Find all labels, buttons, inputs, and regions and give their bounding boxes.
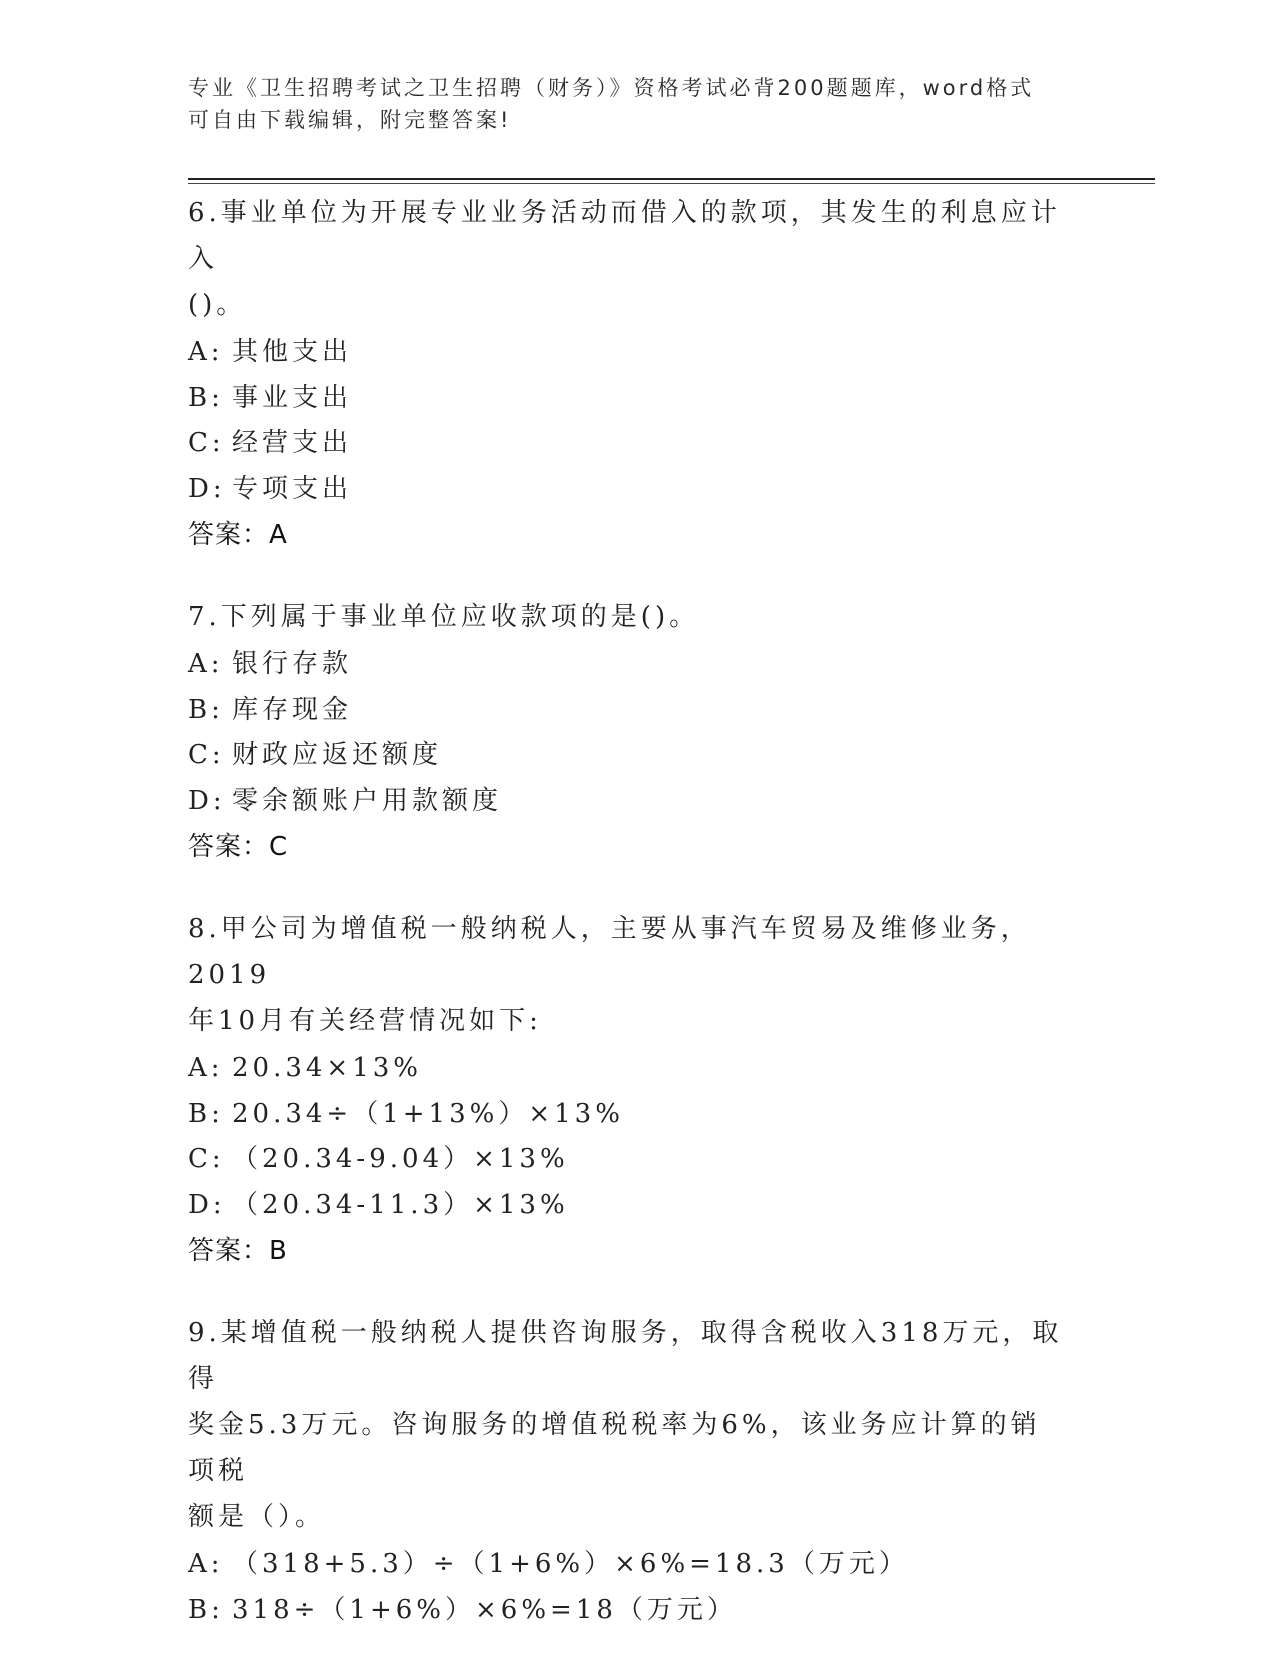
question-8: [188, 906, 1068, 1274]
option-a: [188, 1046, 1068, 1092]
question-stem-line: 年10月有关经营情况如下:: [188, 1006, 542, 1036]
option-key: D:: [188, 1189, 226, 1220]
header-divider-thick: [188, 178, 1155, 180]
option-text: 银行存款: [232, 649, 353, 679]
option-key: A:: [188, 337, 224, 367]
question-stem-line: 奖金5.3万元。咨询服务的增值税税率为6%，该业务应计算的销项税: [188, 1410, 1041, 1486]
option-key: D:: [188, 473, 226, 504]
option-key: C:: [188, 740, 225, 770]
answer-line: 答案：C: [188, 832, 289, 862]
option-text: （20.34-11.3）×13%: [232, 1189, 569, 1220]
option-key: B:: [188, 1098, 224, 1129]
option-b: [188, 1588, 1068, 1634]
question-stem-line: 6.事业单位为开展专业业务活动而借入的款项，其发生的利息应计入: [188, 198, 1061, 274]
option-key: B:: [188, 382, 224, 413]
option-key: C:: [188, 428, 225, 458]
option-text: 事业支出: [232, 382, 353, 413]
document-header: [188, 72, 1068, 136]
option-d: [188, 1183, 1068, 1229]
option-text: 零余额账户用款额度: [232, 785, 503, 816]
option-text: （20.34-9.04）×13%: [232, 1144, 569, 1174]
option-text: 库存现金: [232, 694, 353, 725]
option-key: C:: [188, 1144, 225, 1174]
question-9: [188, 1310, 1068, 1633]
question-stem: [188, 906, 1068, 1044]
option-c: [188, 1137, 1068, 1183]
option-c: [188, 733, 1068, 779]
question-6: [188, 190, 1068, 558]
question-stem-line: 8.甲公司为增值税一般纳税人，主要从事汽车贸易及维修业务，2019: [188, 914, 1031, 990]
question-stem-line: ()。: [188, 290, 247, 320]
option-text: 其他支出: [232, 337, 353, 367]
question-stem-line: 额是（）。: [188, 1502, 326, 1532]
question-7: [188, 594, 1068, 870]
question-stem-line: 7.下列属于事业单位应收款项的是()。: [188, 602, 700, 632]
option-text: 专项支出: [232, 473, 353, 504]
option-text: 财政应返还额度: [232, 740, 443, 770]
header-divider-thin: [188, 183, 1155, 184]
option-c: [188, 421, 1068, 467]
option-key: B:: [188, 1594, 224, 1625]
option-text: 20.34÷（1+13%）×13%: [232, 1098, 624, 1129]
option-d: [188, 779, 1068, 825]
option-a: [188, 642, 1068, 688]
answer-line: 答案：B: [188, 1236, 288, 1266]
option-b: [188, 1092, 1068, 1138]
option-a: [188, 1542, 1068, 1588]
question-stem: [188, 1310, 1068, 1540]
answer-line: 答案：A: [188, 520, 288, 550]
option-d: [188, 467, 1068, 513]
option-b: [188, 688, 1068, 734]
option-a: [188, 330, 1068, 376]
header-line-2: 可自由下载编辑，附完整答案!: [188, 108, 512, 132]
option-key: D:: [188, 785, 226, 816]
question-stem: [188, 190, 1068, 328]
question-stem: [188, 594, 1068, 640]
option-key: A:: [188, 649, 224, 679]
option-b: [188, 376, 1068, 422]
option-key: A:: [188, 1549, 224, 1579]
option-text: （318+5.3）÷（1+6%）×6%=18.3（万元）: [232, 1549, 909, 1579]
question-list: [188, 190, 1068, 1669]
question-stem-line: 9.某增值税一般纳税人提供咨询服务，取得含税收入318万元，取得: [188, 1318, 1063, 1394]
option-key: A:: [188, 1053, 224, 1083]
option-key: B:: [188, 694, 224, 725]
header-line-1: 专业《卫生招聘考试之卫生招聘（财务）》资格考试必背200题题库，word格式: [188, 76, 1035, 100]
option-text: 经营支出: [232, 428, 353, 458]
option-text: 318÷（1+6%）×6%=18（万元）: [232, 1594, 737, 1625]
option-text: 20.34×13%: [232, 1053, 423, 1083]
